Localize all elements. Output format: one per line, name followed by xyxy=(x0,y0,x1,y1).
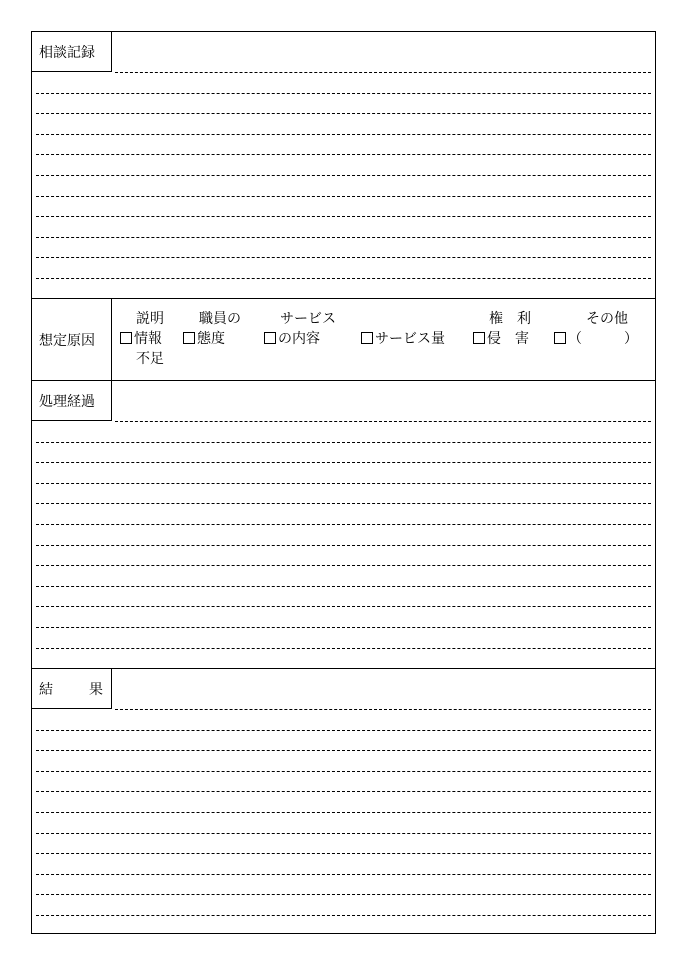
writing-line xyxy=(36,175,651,176)
cause-option-staff-attitude[interactable] xyxy=(183,309,253,349)
process-section xyxy=(32,381,655,669)
checkbox-icon[interactable] xyxy=(473,332,485,344)
cause-option-mid: 侵 害 xyxy=(487,331,529,347)
cause-section xyxy=(32,299,655,381)
process-label: 処理経過 xyxy=(32,381,112,421)
writing-line xyxy=(36,874,651,875)
writing-line xyxy=(36,462,651,463)
writing-line xyxy=(36,278,651,279)
writing-line xyxy=(36,113,651,114)
writing-line xyxy=(36,791,651,792)
writing-line xyxy=(36,833,651,834)
cause-option-info-lack[interactable] xyxy=(120,309,180,369)
writing-line xyxy=(36,93,651,94)
writing-line xyxy=(36,154,651,155)
cause-option-mid: サービス量 xyxy=(375,331,445,347)
checkbox-icon[interactable] xyxy=(264,332,276,344)
writing-line xyxy=(36,257,651,258)
writing-line xyxy=(36,216,651,217)
writing-line xyxy=(36,565,651,566)
consultation-section xyxy=(32,32,655,299)
cause-option-other[interactable] xyxy=(554,309,654,349)
writing-line xyxy=(36,483,651,484)
cause-option-service-amount[interactable] xyxy=(361,309,471,349)
result-section xyxy=(32,669,655,935)
consultation-label: 相談記録 xyxy=(32,32,112,72)
writing-line xyxy=(36,545,651,546)
cause-option-top: サービス xyxy=(280,311,336,327)
checkbox-icon[interactable] xyxy=(554,332,566,344)
result-label xyxy=(32,669,112,709)
writing-line xyxy=(115,72,651,73)
checkbox-icon[interactable] xyxy=(361,332,373,344)
writing-line xyxy=(36,442,651,443)
writing-line xyxy=(36,524,651,525)
writing-line xyxy=(36,627,651,628)
cause-option-mid: の内容 xyxy=(278,331,320,347)
writing-line xyxy=(36,812,651,813)
result-label-char: 結 xyxy=(39,681,53,698)
cause-option-top: 権 利 xyxy=(489,311,531,327)
writing-line xyxy=(36,853,651,854)
checkbox-icon[interactable] xyxy=(183,332,195,344)
writing-line xyxy=(36,134,651,135)
cause-option-rights-violation[interactable] xyxy=(473,309,553,349)
writing-line xyxy=(36,750,651,751)
writing-line xyxy=(36,586,651,587)
cause-label: 想定原因 xyxy=(32,299,112,380)
cause-option-mid: 態度 xyxy=(197,331,225,347)
cause-option-service-content[interactable] xyxy=(264,309,354,349)
cause-option-bot: 不足 xyxy=(136,351,164,367)
writing-line xyxy=(36,730,651,731)
writing-line xyxy=(115,421,651,422)
writing-line xyxy=(36,237,651,238)
writing-line xyxy=(36,196,651,197)
cause-option-top: その他 xyxy=(586,311,628,327)
writing-line xyxy=(36,606,651,607)
writing-line xyxy=(36,915,651,916)
cause-option-mid: 情報 xyxy=(134,331,162,347)
complaint-record-form xyxy=(31,31,656,934)
result-label-char: 果 xyxy=(89,681,103,698)
checkbox-icon[interactable] xyxy=(120,332,132,344)
cause-option-mid: （ ） xyxy=(568,331,638,347)
writing-line xyxy=(36,648,651,649)
cause-option-top: 職員の xyxy=(199,311,241,327)
writing-line xyxy=(115,709,651,710)
writing-line xyxy=(36,503,651,504)
cause-option-top: 説明 xyxy=(136,311,164,327)
writing-line xyxy=(36,894,651,895)
writing-line xyxy=(36,771,651,772)
